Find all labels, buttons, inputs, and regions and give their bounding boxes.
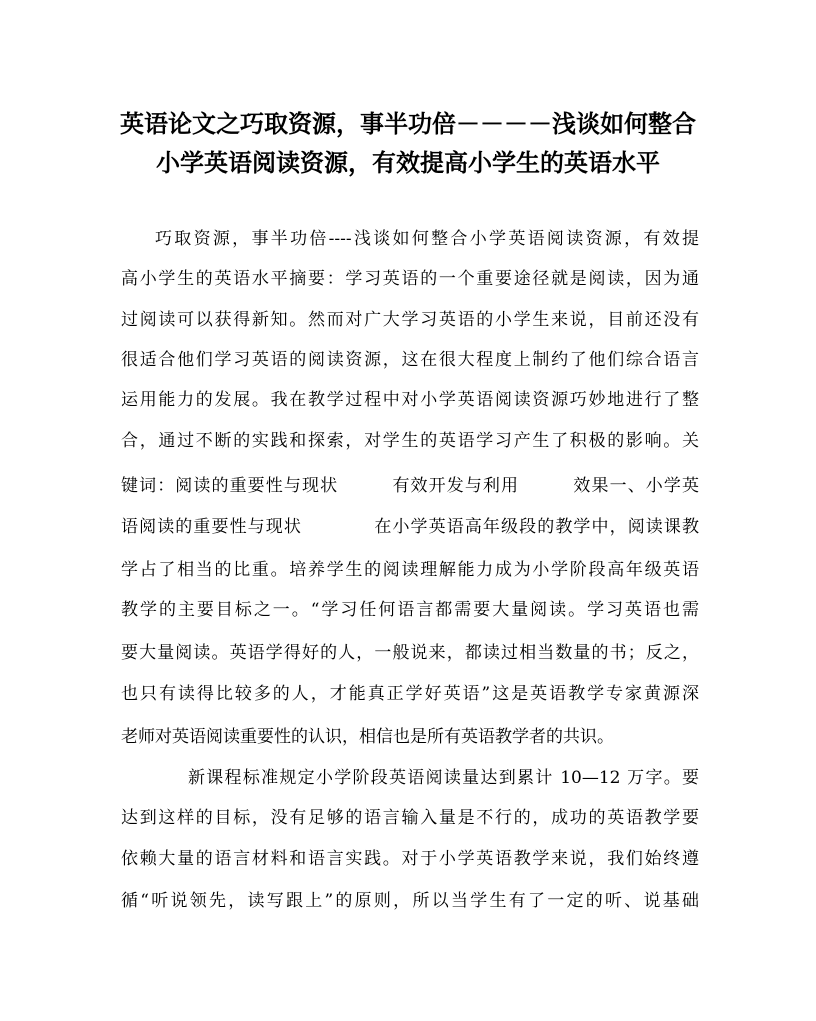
body-line-5: 运用能力的发展。我在教学过程中对小学英语阅读资源巧妙地进行了整 [121, 390, 699, 410]
body-line-7: 键词：阅读的重要性与现状 有效开发与利用 效果一、小学英 [121, 476, 699, 496]
document-title-line-2: 小学英语阅读资源，有效提高小学生的英语水平 [156, 148, 660, 177]
body-line-10: 教学的主要目标之一。“学习任何语言都需要大量阅读。学习英语也需 [121, 600, 699, 620]
body-line-2: 高小学生的英语水平摘要：学习英语的一个重要途径就是阅读，因为通 [121, 269, 699, 289]
body-line-17: 循“听说领先，读写跟上”的原则，所以当学生有了一定的听、说基础 [121, 891, 699, 911]
body-line-6: 合，通过不断的实践和探索，对学生的英语学习产生了积极的影响。关 [121, 431, 699, 451]
body-line-3: 过阅读可以获得新知。然而对广大学习英语的小学生来说，目前还没有 [121, 310, 699, 330]
body-line-12: 也只有读得比较多的人，才能真正学好英语”这是英语教学专家黄源深 [121, 684, 699, 704]
body-line-14: 新课程标准规定小学阶段英语阅读量达到累计 10—12 万字。要 [188, 768, 699, 788]
body-line-9: 学占了相当的比重。培养学生的阅读理解能力成为小学阶段高年级英语 [121, 560, 699, 580]
document-title-line-1: 英语论文之巧取资源，事半功倍－－－－浅谈如何整合 [120, 109, 696, 138]
body-line-4: 很适合他们学习英语的阅读资源，这在很大程度上制约了他们综合语言 [121, 350, 699, 370]
body-line-1: 巧取资源，事半功倍----浅谈如何整合小学英语阅读资源，有效提 [155, 229, 699, 249]
body-line-15: 达到这样的目标，没有足够的语言输入量是不行的，成功的英语教学要 [121, 808, 699, 828]
body-line-16: 依赖大量的语言材料和语言实践。对于小学英语教学来说，我们始终遵 [121, 849, 699, 869]
body-line-13: 老师对英语阅读重要性的认识，相信也是所有英语教学者的共识。 [121, 727, 614, 747]
body-line-8: 语阅读的重要性与现状 在小学英语高年级段的教学中，阅读课教 [121, 517, 699, 537]
body-line-11: 要大量阅读。英语学得好的人，一般说来，都读过相当数量的书；反之， [121, 643, 699, 663]
